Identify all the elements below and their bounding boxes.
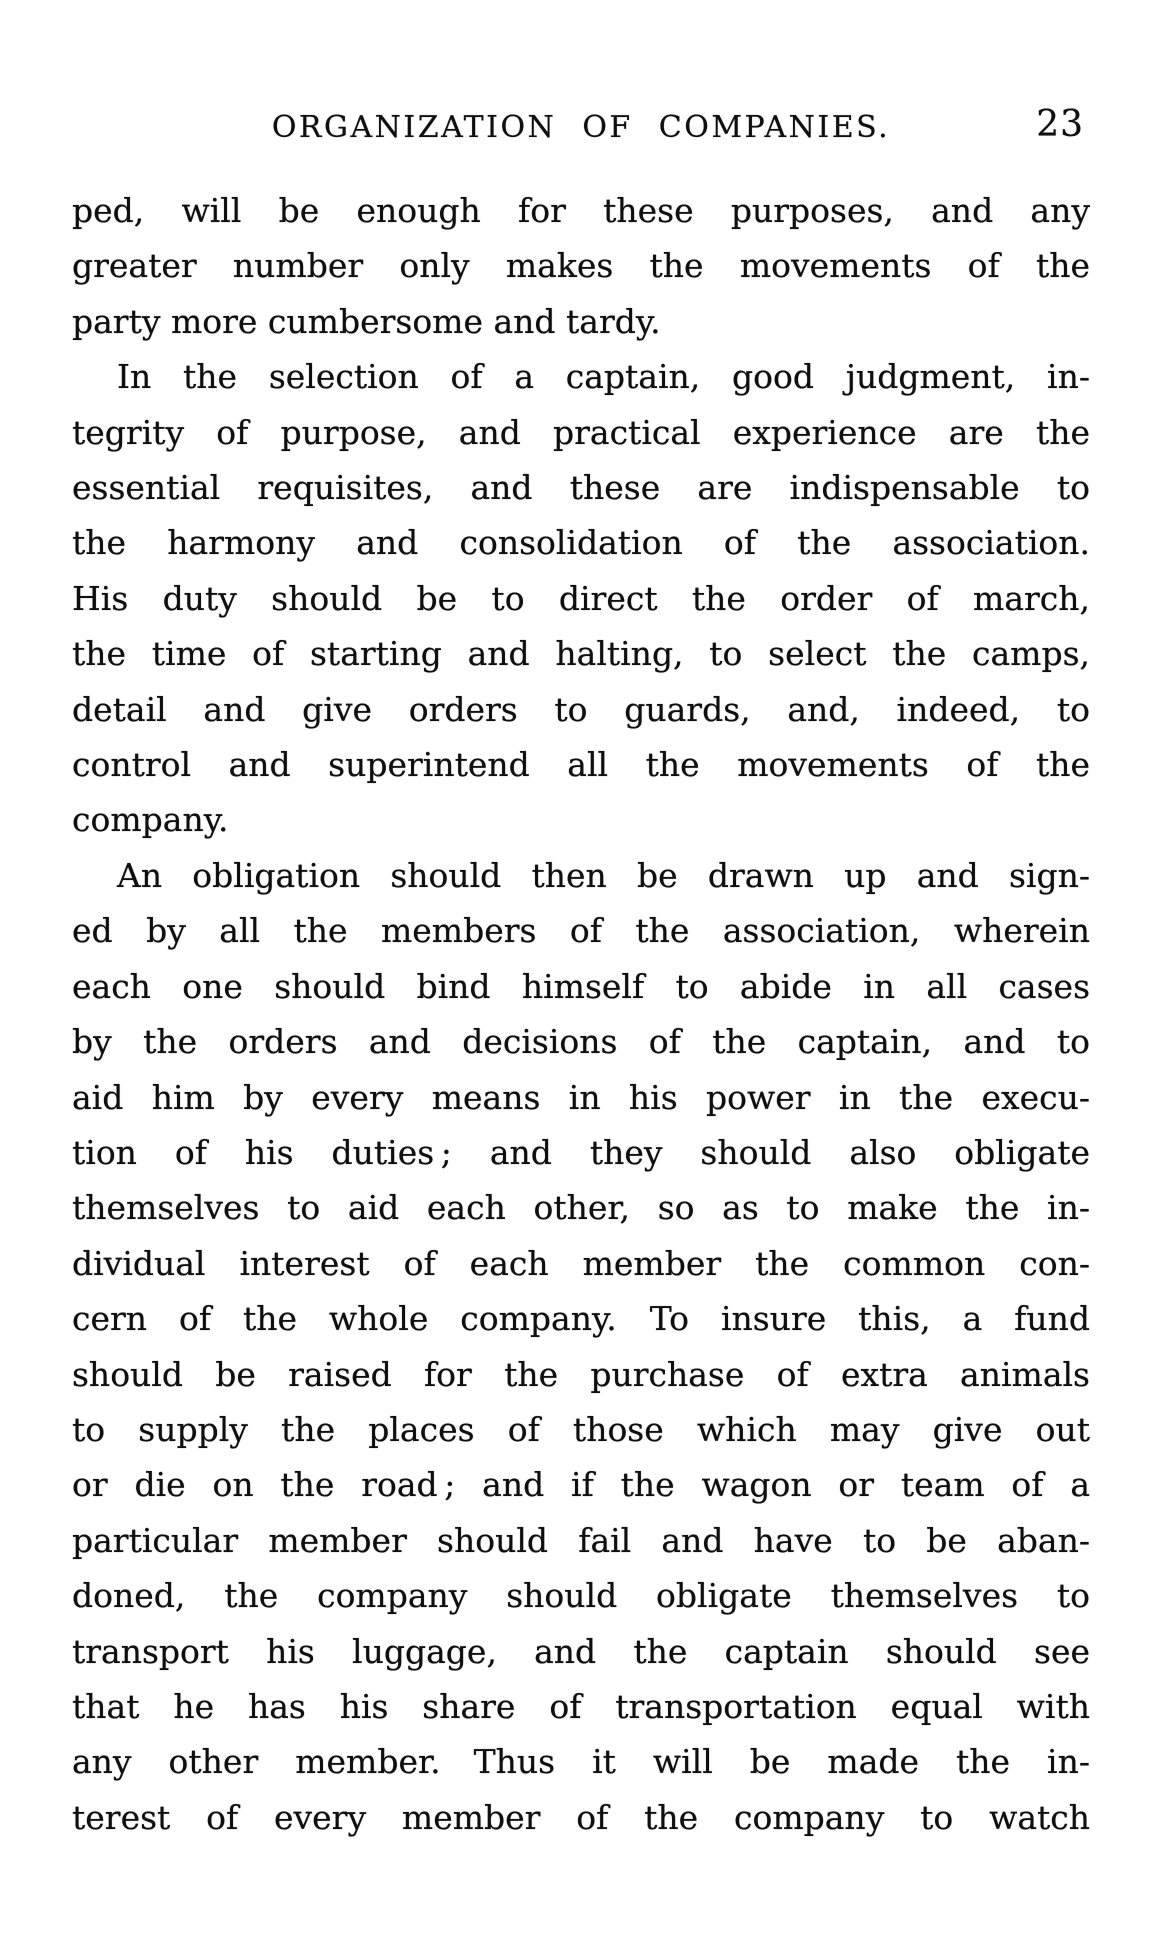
text-line-22: should be raised for the purchase of extra animals (72, 1354, 1090, 1394)
text-line-28: that he has his share of transportation equal with (72, 1686, 1090, 1726)
text-line-5: tegrity of purpose, and practical experience are the (72, 412, 1090, 452)
page-number: 23 (1036, 104, 1084, 145)
text-line-26: doned, the company should obligate themselves to (72, 1576, 1090, 1616)
text-line-15: each one should bind himself to abide in all cases (72, 966, 1090, 1006)
text-line-10: detail and give orders to guards, and, indeed, to (72, 689, 1090, 729)
text-line-11: control and superintend all the movements of the (72, 745, 1090, 785)
text-line-8: His duty should be to direct the order of march, (72, 578, 1090, 618)
text-line-9: the time of starting and halting, to select the camps, (72, 634, 1090, 674)
text-line-7: the harmony and consolidation of the association. (72, 523, 1090, 563)
text-line-12: company. (72, 800, 229, 840)
text-line-4: In the selection of a captain, good judgment, in- (117, 357, 1090, 397)
text-line-2: greater number only makes the movements of the (72, 246, 1090, 286)
text-line-1: ped, will be enough for these purposes, and any (72, 191, 1090, 230)
text-line-18: tion of his duties ; and they should also obligate (72, 1132, 1090, 1172)
text-line-17: aid him by every means in his power in the execu- (72, 1077, 1090, 1117)
text-line-27: transport his luggage, and the captain should see (72, 1631, 1090, 1671)
text-line-25: particular member should fail and have to be aban- (72, 1520, 1090, 1560)
text-line-20: dividual interest of each member the common con- (72, 1243, 1090, 1283)
text-line-6: essential requisites, and these are indispensable to (72, 468, 1090, 508)
page-header (72, 104, 1090, 145)
text-line-14: ed by all the members of the association, wherein (72, 911, 1090, 951)
text-line-21: cern of the whole company. To insure this, a fund (72, 1299, 1090, 1339)
text-line-13: An obligation should then be drawn up and sign- (117, 855, 1090, 895)
page-body (72, 183, 1090, 1845)
text-line-30: terest of every member of the company to watch (72, 1797, 1090, 1837)
text-line-19: themselves to aid each other, so as to make the in- (72, 1188, 1090, 1228)
text-line-29: any other member. Thus it will be made the in- (72, 1742, 1090, 1782)
text-line-23: to supply the places of those which may give out (72, 1409, 1090, 1449)
text-line-3: party more cumbersome and tardy. (72, 301, 661, 341)
text-line-24: or die on the road ; and if the wagon or team of a (72, 1465, 1090, 1505)
running-header-title: ORGANIZATION OF COMPANIES. (271, 110, 891, 145)
text-line-16: by the orders and decisions of the captain, and to (72, 1022, 1090, 1062)
